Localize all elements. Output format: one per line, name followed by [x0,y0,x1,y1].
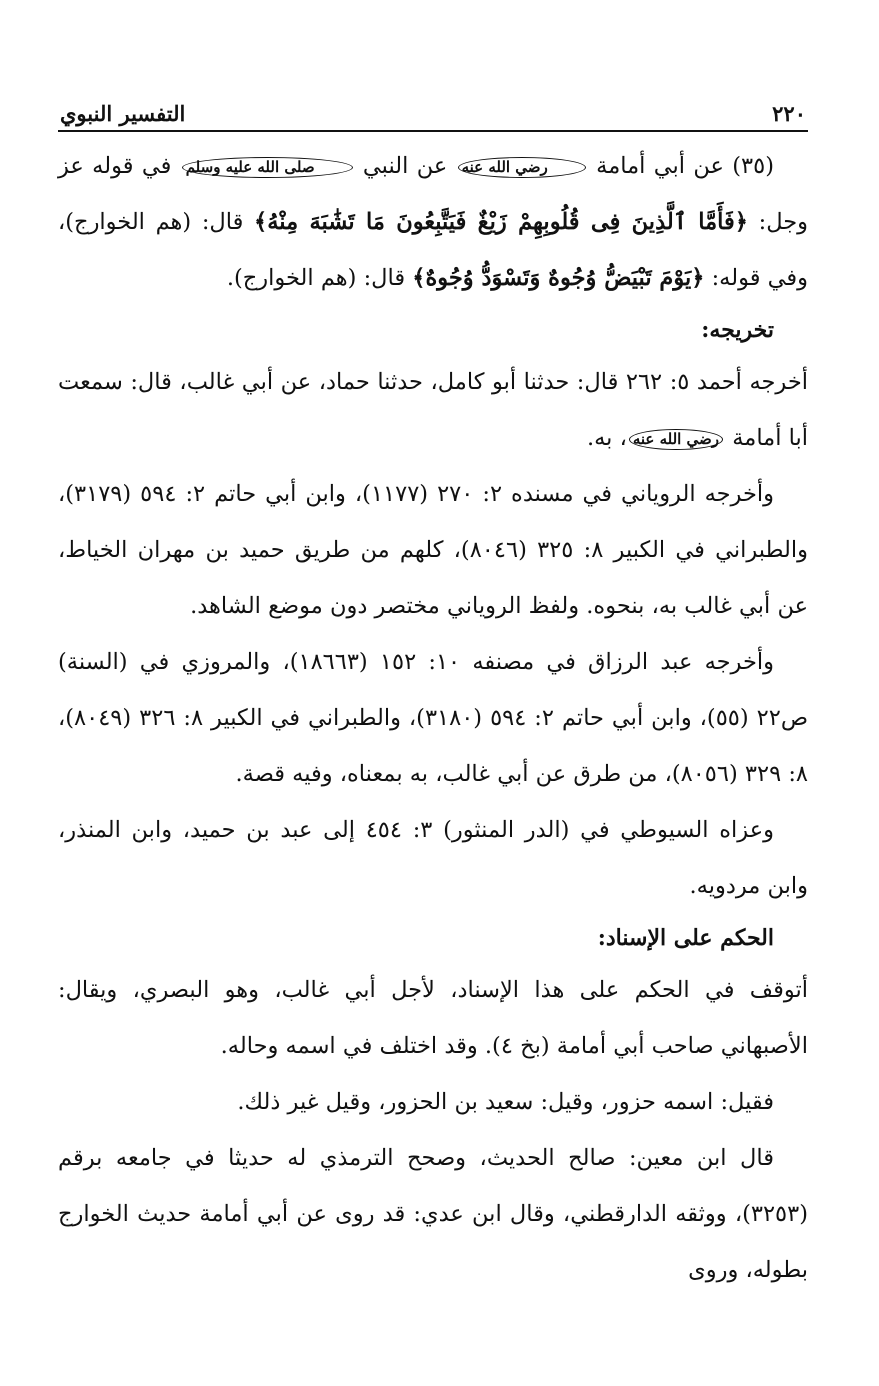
hukm-paragraph-2: فقيل: اسمه حزور، وقيل: سعيد بن الحزور، وقيل غير ذلك. [237,1089,774,1115]
takhrij-paragraph-1 [58,354,808,466]
hadith-text-c: في قوله عز وجل: [58,153,809,235]
takhrij-heading: تخريجه: [701,317,774,343]
hukm-paragraph-1: أتوقف في الحكم على هذا الإسناد، لأجل أبي غالب، وهو البصري، ويقال: الأصبهاني صاحب أبي أمامة (بخ ٤). وقد اختلف في اسمه وحاله. [58,977,808,1059]
page-body [58,138,808,1298]
honorific-sahabi-glyph: رضي الله عنه [458,157,586,178]
quran-verse-1: ﴿فَأَمَّا ٱلَّذِينَ فِى قُلُوبِهِمْ زَيْغٌ فَيَتَّبِعُونَ مَا تَشَٰبَهَ مِنْهُ﴾ [254,209,748,235]
hadith-text-d: قال: (هم الخوارج)، وفي قوله: [58,209,808,291]
hukm-paragraph-3: قال ابن معين: صالح الحديث، وصحح الترمذي له حديثا في جامعه برقم (٣٢٥٣)، ووثقه الدارقطني، وقال ابن عدي: قد روى عن أبي أمامة حديث الخوارج بطوله، وروى [58,1145,808,1283]
honorific-sahabi-glyph: رضي الله عنه [629,429,723,450]
hadith-paragraph [58,138,808,306]
takhrij-paragraph-3: وأخرجه عبد الرزاق في مصنفه ١٠: ١٥٢ (١٨٦٦٣)، والمروزي في (السنة) ص٢٢ (٥٥)، وابن أبي حاتم ٢: ٥٩٤ (٣١٨٠)، والطبراني في الكبير ٨: ٣٢٦ (٨٠٤٩)، ٨: ٣٢٩ (٨٠٥٦)، من طرق عن أبي غالب، به بمعناه، وفيه قصة. [58,649,809,787]
takhrij-paragraph-4: وعزاه السيوطي في (الدر المنثور) ٣: ٤٥٤ إلى عبد بن حميد، وابن المنذر، وابن مردويه. [58,817,808,899]
takhrij-text-a: أخرجه أحمد ٥: ٢٦٢ قال: حدثنا أبو كامل، حدثنا حماد، عن أبي غالب، قال: سمعت أبا أمامة [58,369,808,451]
hukm-heading: الحكم على الإسناد: [597,925,774,951]
hadith-text-e: قال: (هم الخوارج). [226,265,406,291]
book-page [58,98,808,1298]
quran-verse-2: ﴿يَوْمَ تَبْيَضُّ وُجُوهٌ وَتَسْوَدُّ وُجُوهٌ﴾ [412,265,705,291]
running-header [58,98,808,132]
hadith-text-a: (٣٥) عن أبي أمامة [596,153,774,179]
takhrij-text-b: ، به. [586,425,627,451]
honorific-prophet-glyph: صلى الله عليه وسلم [182,157,353,178]
page-number: ٢٢٠ [772,101,806,126]
running-title: التفسير النبوي [60,101,186,126]
hadith-text-b: عن النبي [362,153,448,179]
takhrij-paragraph-2: وأخرجه الروياني في مسنده ٢: ٢٧٠ (١١٧٧)، وابن أبي حاتم ٢: ٥٩٤ (٣١٧٩)، والطبراني في الكبير ٨: ٣٢٥ (٨٠٤٦)، كلهم من طريق حميد بن مهران الخياط، عن أبي غالب به، بنحوه. ولفظ الروياني مختصر دون موضع الشاهد. [58,481,808,619]
